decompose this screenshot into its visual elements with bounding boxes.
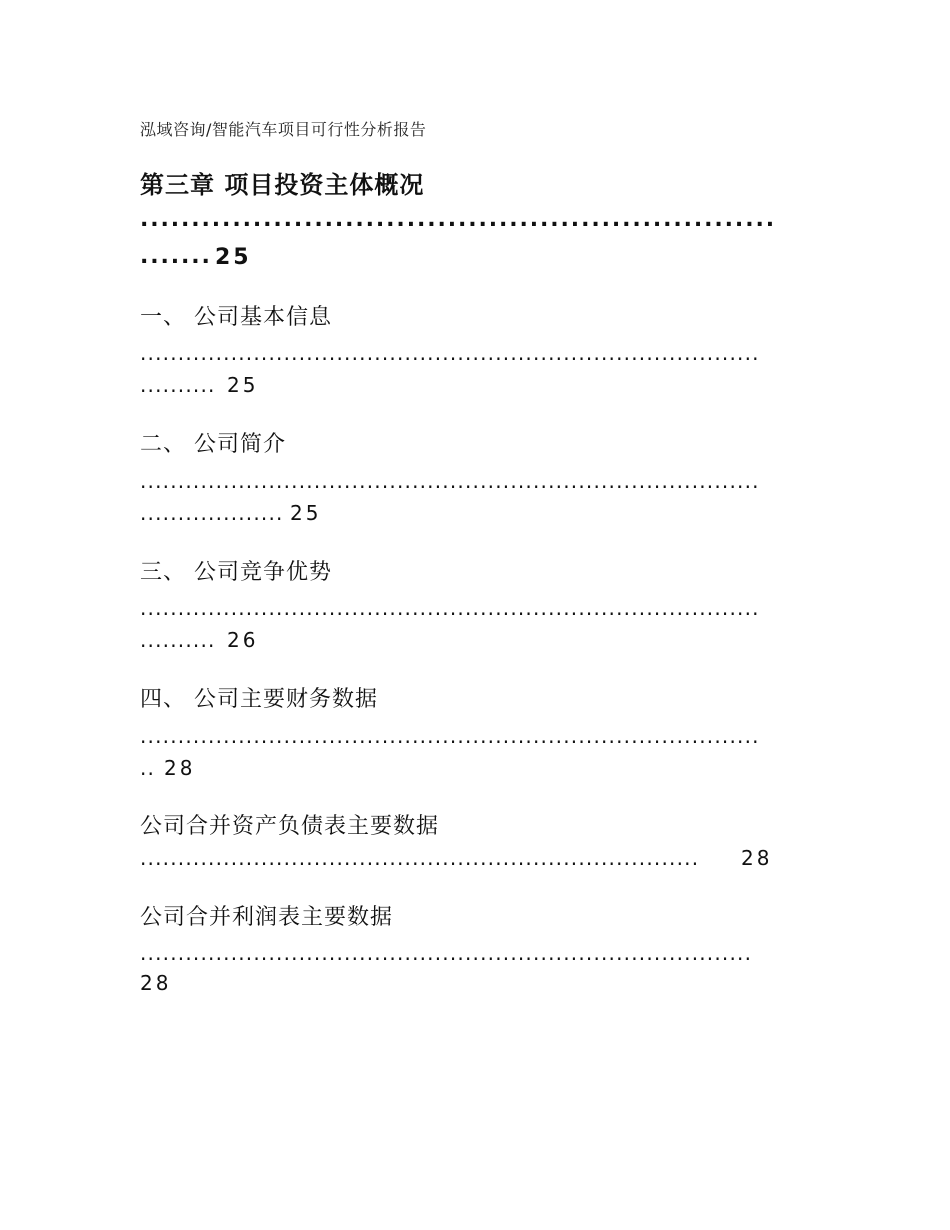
toc-section-page: 25 (227, 373, 259, 397)
toc-section-page: 28 (164, 756, 196, 780)
toc-section-title: 公司合并利润表主要数据 (140, 905, 394, 930)
document-header: 泓域咨询/智能汽车项目可行性分析报告 (140, 120, 427, 139)
toc-section-title: 一、 公司基本信息 (140, 305, 332, 330)
toc-section-leader-line1: .................................................................................. (140, 724, 760, 748)
toc-section-leader-line2: .......... (140, 373, 216, 397)
toc-section-title: 二、 公司简介 (140, 432, 286, 457)
toc-section-leader-line1: .................................................................................. (140, 596, 760, 620)
toc-section-page: 26 (227, 628, 259, 652)
toc-section-page: 25 (290, 501, 322, 525)
toc-section-title: 三、 公司竞争优势 (140, 560, 332, 585)
toc-section-leader-line1: .................................................................................. (140, 341, 760, 365)
toc-section-leader-line2: .......... (140, 628, 216, 652)
toc-section-leader-line2: .. (140, 756, 156, 780)
toc-chapter-leader-line2: ....... (140, 244, 212, 269)
toc-chapter-leader-line1: .............................................................. (140, 207, 776, 232)
toc-section-leader-line2: ................... (140, 501, 284, 525)
toc-chapter-title: 第三章 项目投资主体概况 (140, 171, 425, 199)
toc-section-title: 公司合并资产负债表主要数据 (140, 814, 440, 839)
toc-section-title: 四、 公司主要财务数据 (140, 687, 378, 712)
toc-section-page: 28 (140, 971, 172, 995)
toc-section-leader-line1: ................................................................................. (140, 941, 753, 965)
toc-section-leader-line1: .................................................................................. (140, 469, 760, 493)
toc-section-page: 28 (741, 846, 773, 870)
toc-chapter-page: 25 (215, 245, 252, 270)
toc-section-leader-line1: .......................................................................... (140, 846, 700, 870)
